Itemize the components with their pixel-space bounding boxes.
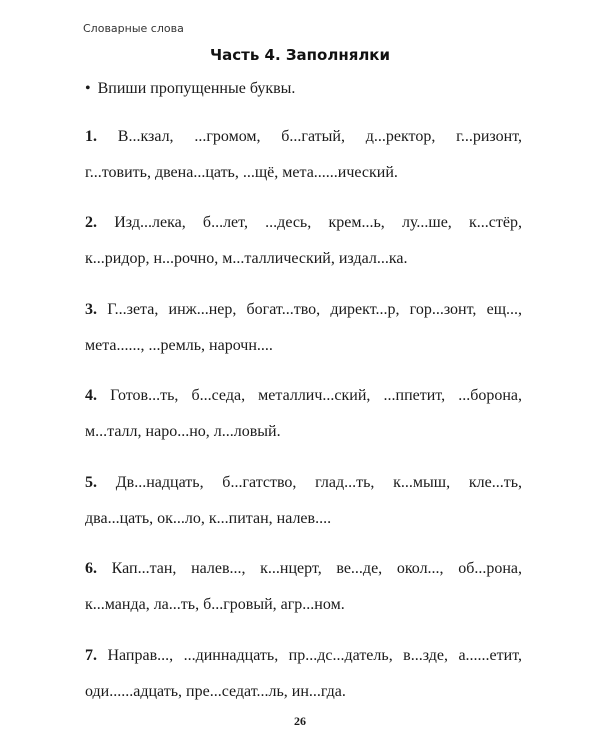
exercise-text: В...кзал, ...громом, б...гатый, д...ректор, г...ризонт, — [117, 128, 522, 145]
exercise-number: 3. — [85, 301, 97, 318]
exercise-number: 5. — [85, 474, 97, 491]
exercise-line — [85, 386, 522, 406]
exercise-line — [85, 300, 522, 320]
exercise-line — [85, 559, 522, 579]
exercise-1 — [85, 127, 522, 183]
exercise-number: 6. — [85, 560, 97, 577]
exercise-line — [85, 473, 522, 493]
exercise-text: Направ..., ...диннадцать, пр...дс...датель, в...зде, а......етит, — [107, 647, 522, 664]
exercise-3 — [85, 300, 522, 356]
exercise-text: Кап...тан, налев..., к...нцерт, ве...де, окол..., об...рона, — [111, 560, 523, 577]
exercise-text: Готов...ть, б...седа, металлич...ский, ...ппетит, ...борона, — [110, 387, 523, 404]
exercise-number: 2. — [85, 214, 97, 231]
exercise-line: к...манда, ла...ть, б...гровый, агр...ном. — [85, 596, 345, 613]
exercise-text: Дв...надцать, б...гатство, глад...ть, к...мыш, кле...ть, — [115, 474, 523, 491]
exercise-line: м...талл, наро...но, л...ловый. — [85, 423, 281, 440]
exercise-7 — [85, 646, 522, 702]
instruction — [85, 80, 295, 98]
exercise-line: оди......адцать, пре...седат...ль, ин...гда. — [85, 683, 346, 700]
exercise-number: 4. — [85, 387, 97, 404]
exercise-text: Г...зета, инж...нер, богат...тво, директ...р, гор...зонт, ещ..., — [107, 301, 523, 318]
exercise-line — [85, 646, 522, 666]
exercise-number: 7. — [85, 647, 97, 664]
exercise-text: Изд...лека, б...лет, ...десь, крем...ь, лу...ше, к...стёр, — [114, 214, 523, 231]
exercise-number: 1. — [85, 128, 97, 145]
exercise-4 — [85, 386, 522, 442]
exercise-line: г...товить, двена...цать, ...щё, мета......ический. — [85, 164, 398, 181]
exercise-2 — [85, 213, 522, 269]
page-number: 26 — [294, 714, 306, 728]
exercise-5 — [85, 473, 522, 529]
exercise-line: два...цать, ок...ло, к...питан, налев.... — [85, 510, 332, 527]
bullet-glyph: • — [85, 80, 91, 97]
exercise-line — [85, 213, 522, 233]
instruction-text: Впиши пропущенные буквы. — [97, 80, 296, 97]
exercise-6 — [85, 559, 522, 615]
exercise-line — [85, 127, 522, 147]
exercise-line: к...ридор, н...рочно, м...таллический, издал...ка. — [85, 250, 408, 267]
running-header: Словарные слова — [83, 22, 184, 35]
exercise-line: мета......, ...ремль, нарочн.... — [85, 337, 273, 354]
page-title: Часть 4. Заполнялки — [210, 46, 390, 64]
